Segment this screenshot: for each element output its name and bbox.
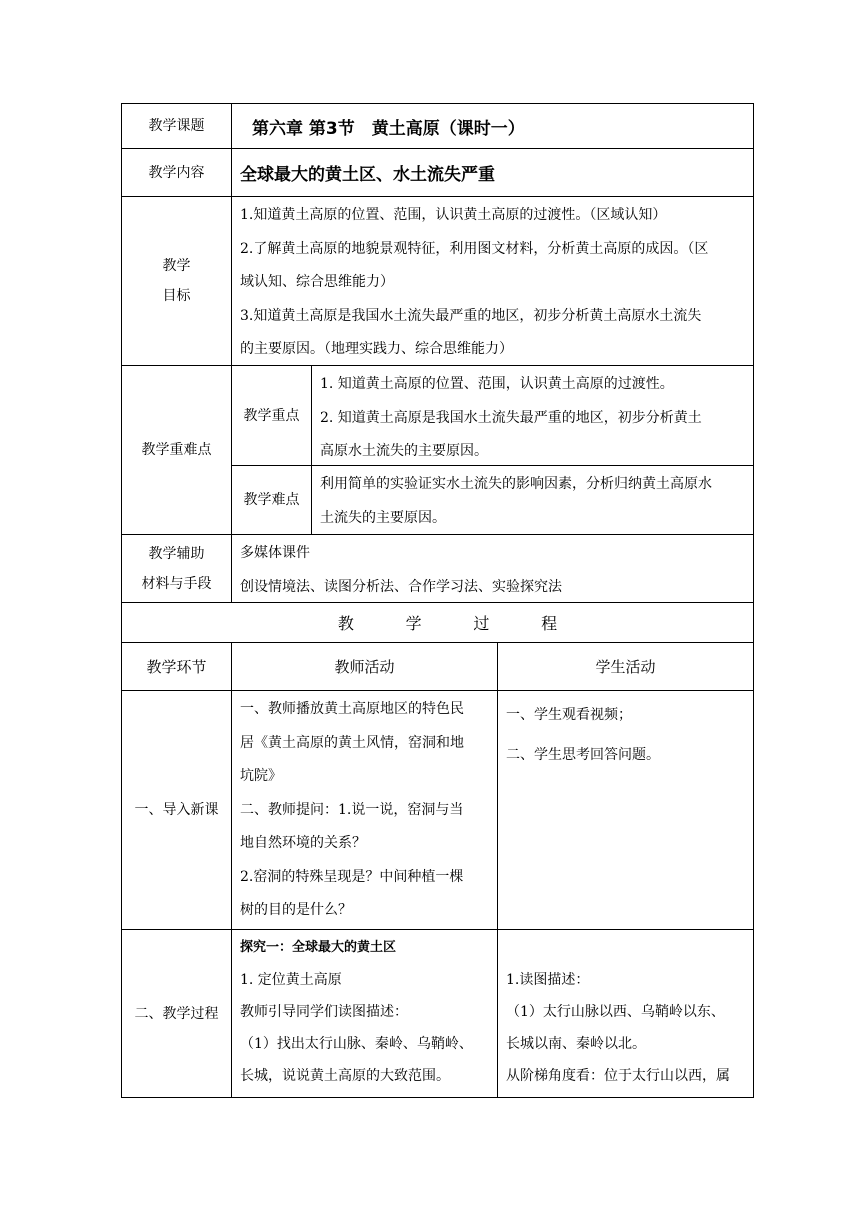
- objective-line: 域认知、综合思维能力）: [240, 274, 394, 290]
- stage1-label-cell: [121, 690, 232, 930]
- stage1-teacher-line: 坑院》: [240, 768, 282, 784]
- key-point-line: 高原水土流失的主要原因。: [320, 443, 488, 459]
- difficult-points-value-cell: [311, 465, 754, 535]
- stage2-student-line: （1）太行山脉以西、乌鞘岭以东、: [506, 1004, 725, 1020]
- stage1-teacher-line: 居《黄土高原的黄土风情，窑洞和地: [240, 734, 464, 751]
- difficult-points-label-cell: [231, 465, 312, 535]
- key-points-label-cell: [231, 365, 312, 466]
- objective-line: 3.知道黄土高原是我国水土流失最严重的地区，初步分析黄土高原水土流失: [240, 307, 702, 324]
- difficult-points-label: 教学难点: [243, 492, 300, 508]
- student-column-header: [497, 642, 754, 691]
- content-label-cell: [121, 148, 232, 197]
- aids-label-1: 教学辅助: [148, 545, 205, 562]
- content-label: 教学内容: [148, 164, 205, 181]
- stage2-teacher-line: （1）找出太行山脉、秦岭、乌鞘岭、: [240, 1036, 473, 1052]
- key-point-line: 2. 知道黄土高原是我国水土流失最严重的地区，初步分析黄土: [320, 409, 702, 426]
- lesson-title: 第六章 第3节 黄土高原（课时一）: [252, 118, 525, 139]
- process-header-char: 学: [405, 614, 422, 633]
- stage2-teacher-line: 1. 定位黄土高原: [240, 972, 342, 988]
- teacher-column-label: 教师活动: [334, 658, 395, 676]
- objectives-label-1: 教学: [162, 258, 191, 274]
- stage-column-header: [121, 642, 232, 691]
- objective-line: 1.知道黄土高原的位置、范围，认识黄土高原的过渡性。（区域认知）: [240, 207, 667, 223]
- stage2-student-line: 1.读图描述：: [506, 972, 590, 988]
- topic-label: 教学课题: [148, 118, 205, 134]
- stage2-teacher-heading: 探究一：全球最大的黄土区: [240, 940, 397, 955]
- content-value-cell: [231, 148, 754, 197]
- objective-line: 的主要原因。（地理实践力、综合思维能力）: [240, 341, 513, 357]
- process-header-char: 教: [337, 614, 354, 633]
- key-difficult-label: 教学重难点: [141, 442, 212, 458]
- aids-line: 多媒体课件: [240, 545, 310, 561]
- topic-value-cell: [231, 103, 754, 149]
- process-header-cell: [121, 602, 754, 643]
- stage1-student-line: 二、学生思考回答问题。: [506, 747, 660, 763]
- content-value: 全球最大的黄土区、水土流失严重: [240, 165, 495, 185]
- student-column-label: 学生活动: [595, 658, 656, 676]
- stage1-teacher-line: 树的目的是什么？: [240, 902, 352, 918]
- key-difficult-label-cell: [121, 365, 232, 535]
- aids-label-2: 材料与手段: [141, 575, 212, 592]
- stage1-teacher-line: 地自然环境的关系？: [240, 835, 366, 851]
- process-header-char: 程: [541, 614, 558, 633]
- stage1-student-line: 一、学生观看视频；: [506, 707, 632, 723]
- objectives-label-2: 目标: [162, 288, 191, 304]
- key-point-line: 1. 知道黄土高原的位置、范围，认识黄土高原的过渡性。: [320, 376, 674, 392]
- stage1-teacher-line: 二、教师提问：1.说一说，窑洞与当: [240, 801, 464, 818]
- stage2-teacher-line: 长城，说说黄土高原的大致范围。: [240, 1068, 450, 1084]
- difficult-point-line: 利用简单的实验证实水土流失的影响因素，分析归纳黄土高原水: [320, 476, 712, 492]
- aids-label-cell: [121, 534, 232, 603]
- objective-line: 2.了解黄土高原的地貌景观特征，利用图文材料，分析黄土高原的成因。（区: [240, 240, 709, 257]
- key-points-value-cell: [311, 365, 754, 466]
- aids-line: 创设情境法、读图分析法、合作学习法、实验探究法: [240, 578, 562, 595]
- difficult-point-line: 土流失的主要原因。: [320, 509, 446, 526]
- stage1-label: 一、导入新课: [134, 802, 219, 818]
- process-header-char: 过: [473, 614, 490, 633]
- stage1-teacher-line: 2.窑洞的特殊呈现是？中间种植一棵: [240, 868, 464, 885]
- stage1-student-cell: [497, 690, 754, 930]
- stage2-student-cell: [497, 929, 754, 1098]
- teacher-column-header: [231, 642, 498, 691]
- key-points-label: 教学重点: [243, 407, 300, 424]
- stage-column-label: 教学环节: [146, 658, 207, 676]
- stage1-teacher-cell: [231, 690, 498, 930]
- stage1-teacher-line: 一、教师播放黄土高原地区的特色民: [240, 701, 464, 717]
- objectives-label-cell: [121, 196, 232, 366]
- stage2-teacher-line: 教师引导同学们读图描述：: [240, 1004, 408, 1020]
- objectives-value-cell: [231, 196, 754, 366]
- stage2-student-line: 从阶梯角度看：位于太行山以西，属: [506, 1068, 730, 1084]
- aids-value-cell: [231, 534, 754, 603]
- topic-label-cell: [121, 103, 232, 149]
- stage2-label: 二、教学过程: [134, 1005, 219, 1022]
- stage2-teacher-cell: [231, 929, 498, 1098]
- stage2-label-cell: [121, 929, 232, 1098]
- stage2-student-line: 长城以南、秦岭以北。: [506, 1036, 646, 1052]
